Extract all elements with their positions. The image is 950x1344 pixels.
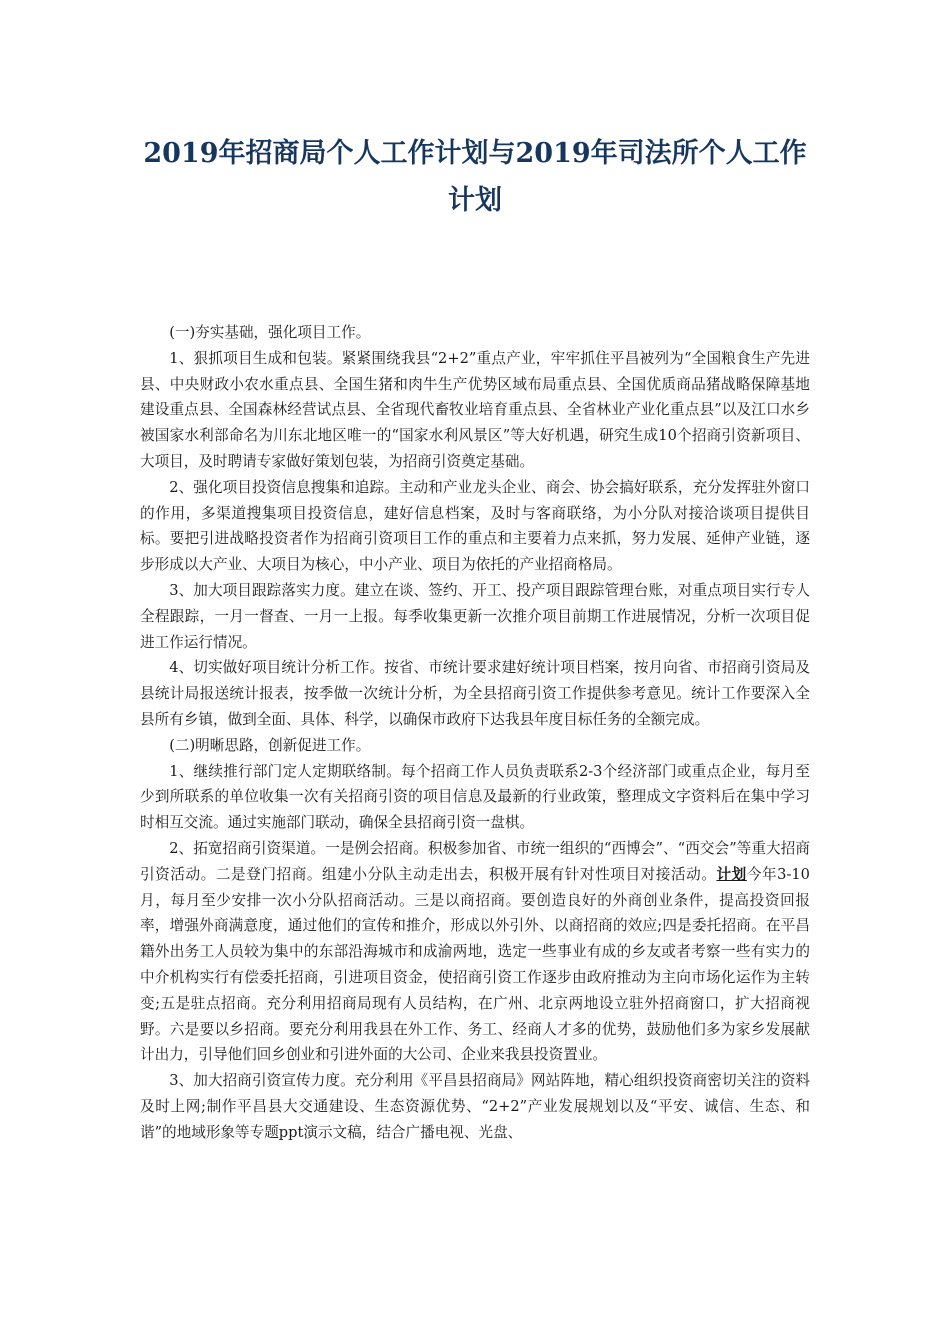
paragraph bbox=[140, 836, 810, 1068]
paragraph: 3、加大项目跟踪落实力度。建立在谈、签约、开工、投产项目跟踪管理台账，对重点项目实行专人全程跟踪，一月一督查、一月一上报。每季收集更新一次推介项目前期工作进展情况，分析一次项目促进工作运行情况。 bbox=[140, 581, 810, 651]
section-heading-2: (二)明晰思路，创新促进工作。 bbox=[169, 736, 371, 754]
paragraph: 1、继续推行部门定人定期联络制。每个招商工作人员负责联系2-3个经济部门或重点企业，每月至少到所联系的单位收集一次有关招商引资的项目信息及最新的行业政策，整理成文字资料后在集中学习时相互交流。通过实施部门联动，确保全县招商引资一盘棋。 bbox=[140, 762, 810, 832]
document-title: 2019年招商局个人工作计划与2019年司法所个人工作计划 bbox=[143, 138, 807, 216]
paragraph: 2、强化项目投资信息搜集和追踪。主动和产业龙头企业、商会、协会搞好联系，充分发挥驻外窗口的作用，多渠道搜集项目投资信息，建好信息档案，及时与客商联络，为小分队对接洽谈项目提供目标。要把引进战略投资者作为招商引资项目工作的重点和主要着力点来抓，努力发展、延伸产业链，逐步形成以大产业、大项目为核心，中小产业、项目为依托的产业招商格局。 bbox=[140, 478, 810, 574]
paragraph: 3、加大招商引资宣传力度。充分利用《平昌县招商局》网站阵地，精心组织投资商密切关注的资料及时上网;制作平昌县大交通建设、生态资源优势、“2+2”产业发展规划以及“平安、诚信、生态、和谐”的地域形象等专题ppt演示文稿，结合广播电视、光盘、 bbox=[140, 1072, 810, 1141]
plan-link[interactable]: 计划 bbox=[716, 865, 747, 883]
section-heading-1: (一)夯实基础，强化项目工作。 bbox=[169, 324, 371, 341]
paragraph: 1、狠抓项目生成和包装。紧紧围绕我县“2+2”重点产业，牢牢抓住平昌被列为“全国粮食生产先进县、中央财政小农水重点县、全国生猪和肉牛生产优势区域布局重点县、全国优质商品猪战略保障基地建设重点县、全国森林经营试点县、全省现代畜牧业培育重点县、全省林业产业化重点县”以及江口水乡被国家水利部命名为川东北地区唯一的“国家水利风景区”等大好机遇，研究生成10个招商引资新项目、大项目，及时聘请专家做好策划包装，为招商引资奠定基础。 bbox=[140, 349, 810, 470]
paragraph: 4、切实做好项目统计分析工作。按省、市统计要求建好统计项目档案，按月向省、市招商引资局及县统计局报送统计报表，按季做一次统计分析，为全县招商引资工作提供参考意见。统计工作要深入全县所有乡镇，做到全面、具体、科学，以确保市政府下达我县年度目标任务的全额完成。 bbox=[140, 659, 810, 728]
paragraph-text: 2、拓宽招商引资渠道。一是例会招商。积极参加省、市统一组织的“西博会”、“西交会”等重大招商引资活动。二是登门招商。组建小分队主动走出去，积极开展有针对性项目对接活动。 bbox=[140, 839, 810, 883]
document-body bbox=[140, 320, 810, 1146]
paragraph-text: 今年3-10月，每月至少安排一次小分队招商活动。三是以商招商。要创造良好的外商创业条件，提高投资回报率，增强外商满意度，通过他们的宣传和推介，形成以外引外、以商招商的效应;四是委托招商。在平昌籍外出务工人员较为集中的东部沿海城市和成渝两地，选定一些事业有成的乡友或者考察一些有实力的中介机构实行有偿委托招商，引进项目资金，使招商引资工作逐步由政府推动为主向市场化运作为主转变;五是驻点招商。充分利用招商局现有人员结构，在广州、北京两地设立驻外招商窗口，扩大招商视野。六是要以乡招商。要充分利用我县在外工作、务工、经商人才多的优势，鼓励他们多为家乡发展献计出力，引导他们回乡创业和引进外面的大公司、企业来我县投资置业。 bbox=[140, 865, 810, 1064]
